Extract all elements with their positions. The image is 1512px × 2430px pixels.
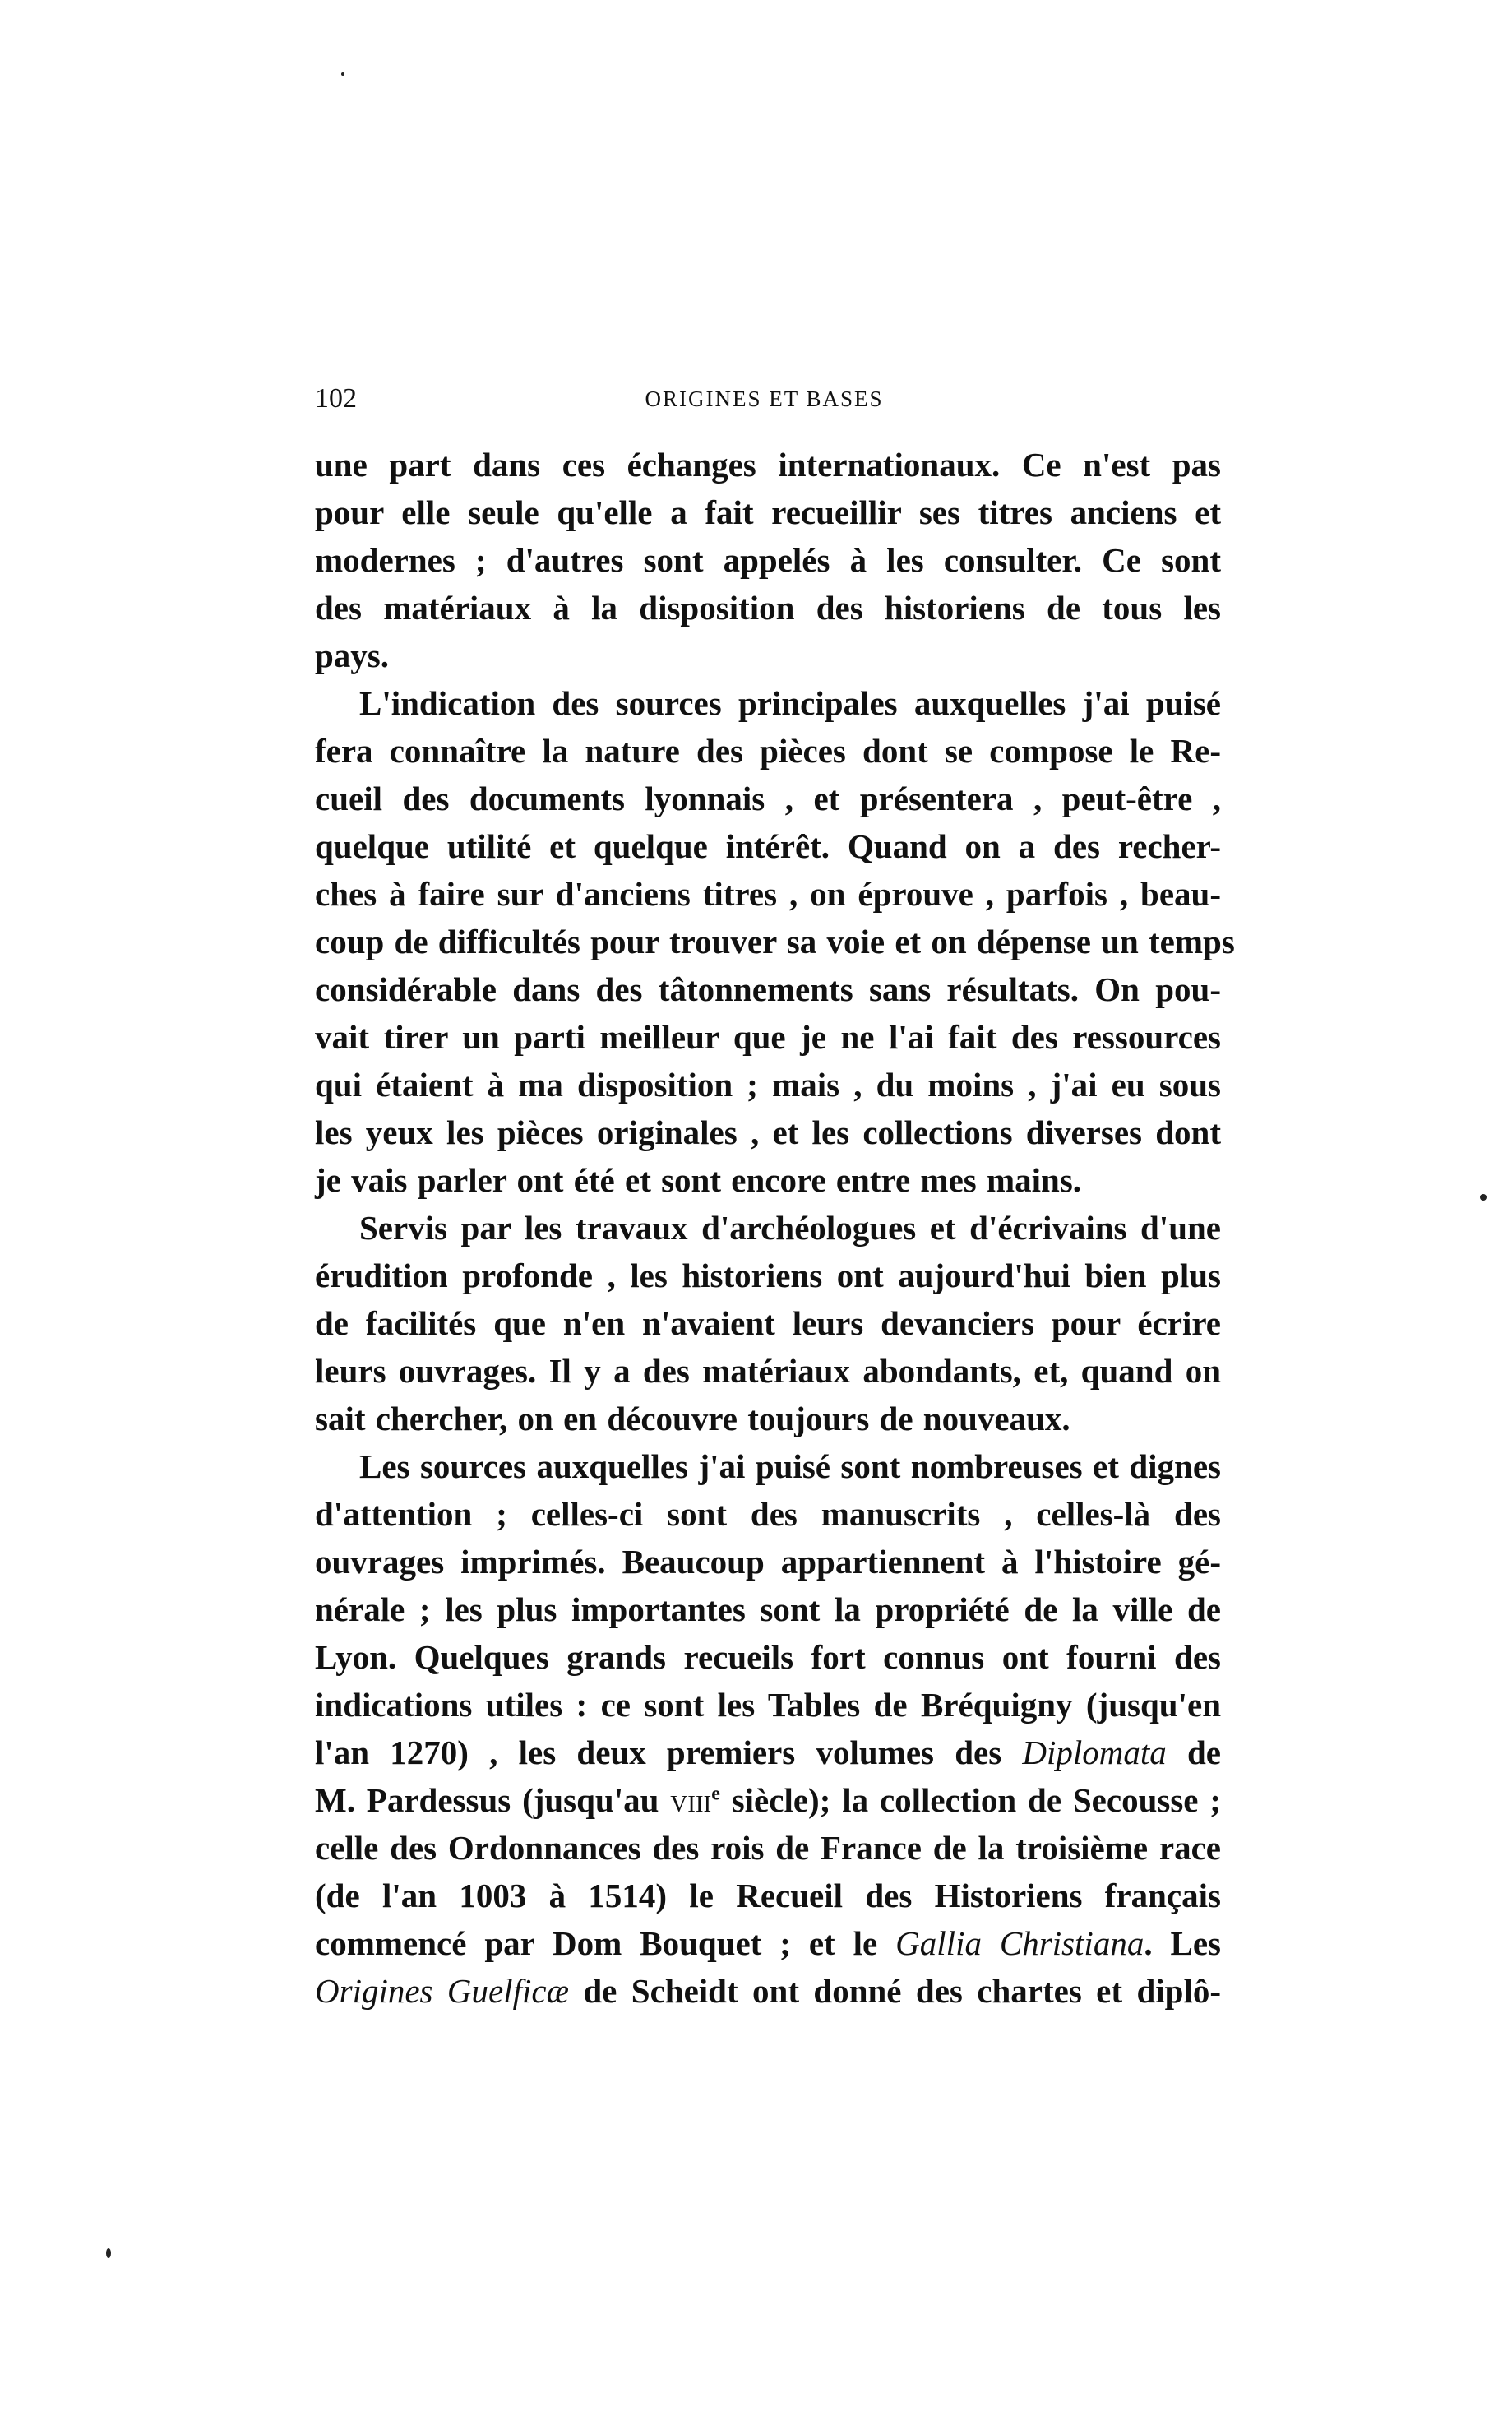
running-title: ORIGINES ET BASES <box>645 386 884 411</box>
body-text <box>315 441 1235 2015</box>
text-segment: M. Pardessus (jusqu'au <box>315 1781 671 1819</box>
text-line: celle des Ordonnances des rois de France de la troisième race <box>315 1829 1221 1867</box>
text-line: Lyon. Quelques grands recueils fort connus ont fourni des <box>315 1638 1221 1676</box>
text-line <box>315 1919 1221 1967</box>
text-line: Les sources auxquelles j'ai puisé sont nombreuses et dignes <box>359 1447 1221 1485</box>
text-line: des matériaux à la disposition des historiens de tous les <box>315 589 1221 627</box>
text-line: Servis par les travaux d'archéologues et d'écrivains d'une <box>359 1209 1221 1247</box>
text-line: pour elle seule qu'elle a fait recueillir ses titres anciens et <box>315 493 1221 531</box>
text-line: de facilités que n'en n'avaient leurs devanciers pour écrire <box>315 1304 1221 1342</box>
italic-title: Origines Guelficæ <box>315 1972 569 2010</box>
text-segment: commencé par Dom Bouquet ; et le <box>315 1924 896 1962</box>
text-line: érudition profonde , les historiens ont aujourd'hui bien plus <box>315 1257 1221 1294</box>
text-line: L'indication des sources principales auxquelles j'ai puisé <box>359 684 1221 722</box>
text-line <box>315 1729 1221 1776</box>
text-line: vait tirer un parti meilleur que je ne l'ai fait des ressources <box>315 1018 1221 1056</box>
italic-title: Diplomata <box>1022 1733 1167 1771</box>
scan-speck <box>106 2248 111 2258</box>
text-line: modernes ; d'autres sont appelés à les consulter. Ce sont <box>315 541 1221 579</box>
text-line: coup de difficultés pour trouver sa voie et on dépense un temps <box>315 923 1235 960</box>
text-line: sait chercher, on en découvre toujours de nouveaux. <box>315 1400 1070 1437</box>
scan-speck <box>1480 1194 1487 1201</box>
text-line: ches à faire sur d'anciens titres , on éprouve , parfois , beau- <box>315 875 1221 913</box>
text-line <box>315 1967 1221 2015</box>
text-line: indications utiles : ce sont les Tables de Bréquigny (jusqu'en <box>315 1686 1221 1724</box>
italic-title: Gallia Christiana <box>895 1924 1144 1962</box>
text-line <box>315 1776 1221 1824</box>
text-segment: de <box>1166 1733 1221 1771</box>
text-line: pays. <box>315 636 390 674</box>
page-number: 102 <box>315 383 357 414</box>
text-segment: viii <box>670 1781 712 1819</box>
text-line: ouvrages imprimés. Beaucoup appartiennent à l'histoire gé- <box>315 1543 1221 1581</box>
text-line: leurs ouvrages. Il y a des matériaux abondants, et, quand on <box>315 1352 1221 1390</box>
text-segment: siècle); la collection de Secousse ; <box>719 1781 1221 1819</box>
text-line: quelque utilité et quelque intérêt. Quand on a des recher- <box>315 827 1221 865</box>
text-segment: l'an 1270) , les deux premiers volumes des <box>315 1733 1023 1771</box>
text-line: fera connaître la nature des pièces dont se compose le Re- <box>315 732 1221 770</box>
text-line: nérale ; les plus importantes sont la propriété de la ville de <box>315 1590 1221 1628</box>
text-line: une part dans ces échanges internationaux. Ce n'est pas <box>315 446 1221 484</box>
text-segment: . Les <box>1144 1924 1222 1962</box>
text-line: cueil des documents lyonnais , et présentera , peut-être , <box>315 780 1221 817</box>
text-line: les yeux les pièces originales , et les collections diverses dont <box>315 1113 1221 1151</box>
text-segment: de Scheidt ont donné des chartes et diplô- <box>568 1972 1221 2010</box>
text-line: considérable dans des tâtonnements sans résultats. On pou- <box>315 970 1221 1008</box>
text-line: d'attention ; celles-ci sont des manuscrits , celles-là des <box>315 1495 1221 1533</box>
text-line: qui étaient à ma disposition ; mais , du moins , j'ai eu sous <box>315 1066 1221 1104</box>
text-segment: e <box>711 1783 720 1805</box>
text-line: (de l'an 1003 à 1514) le Recueil des Historiens français <box>315 1877 1221 1914</box>
scan-speck <box>341 72 344 76</box>
text-line: je vais parler ont été et sont encore entre mes mains. <box>315 1161 1082 1199</box>
